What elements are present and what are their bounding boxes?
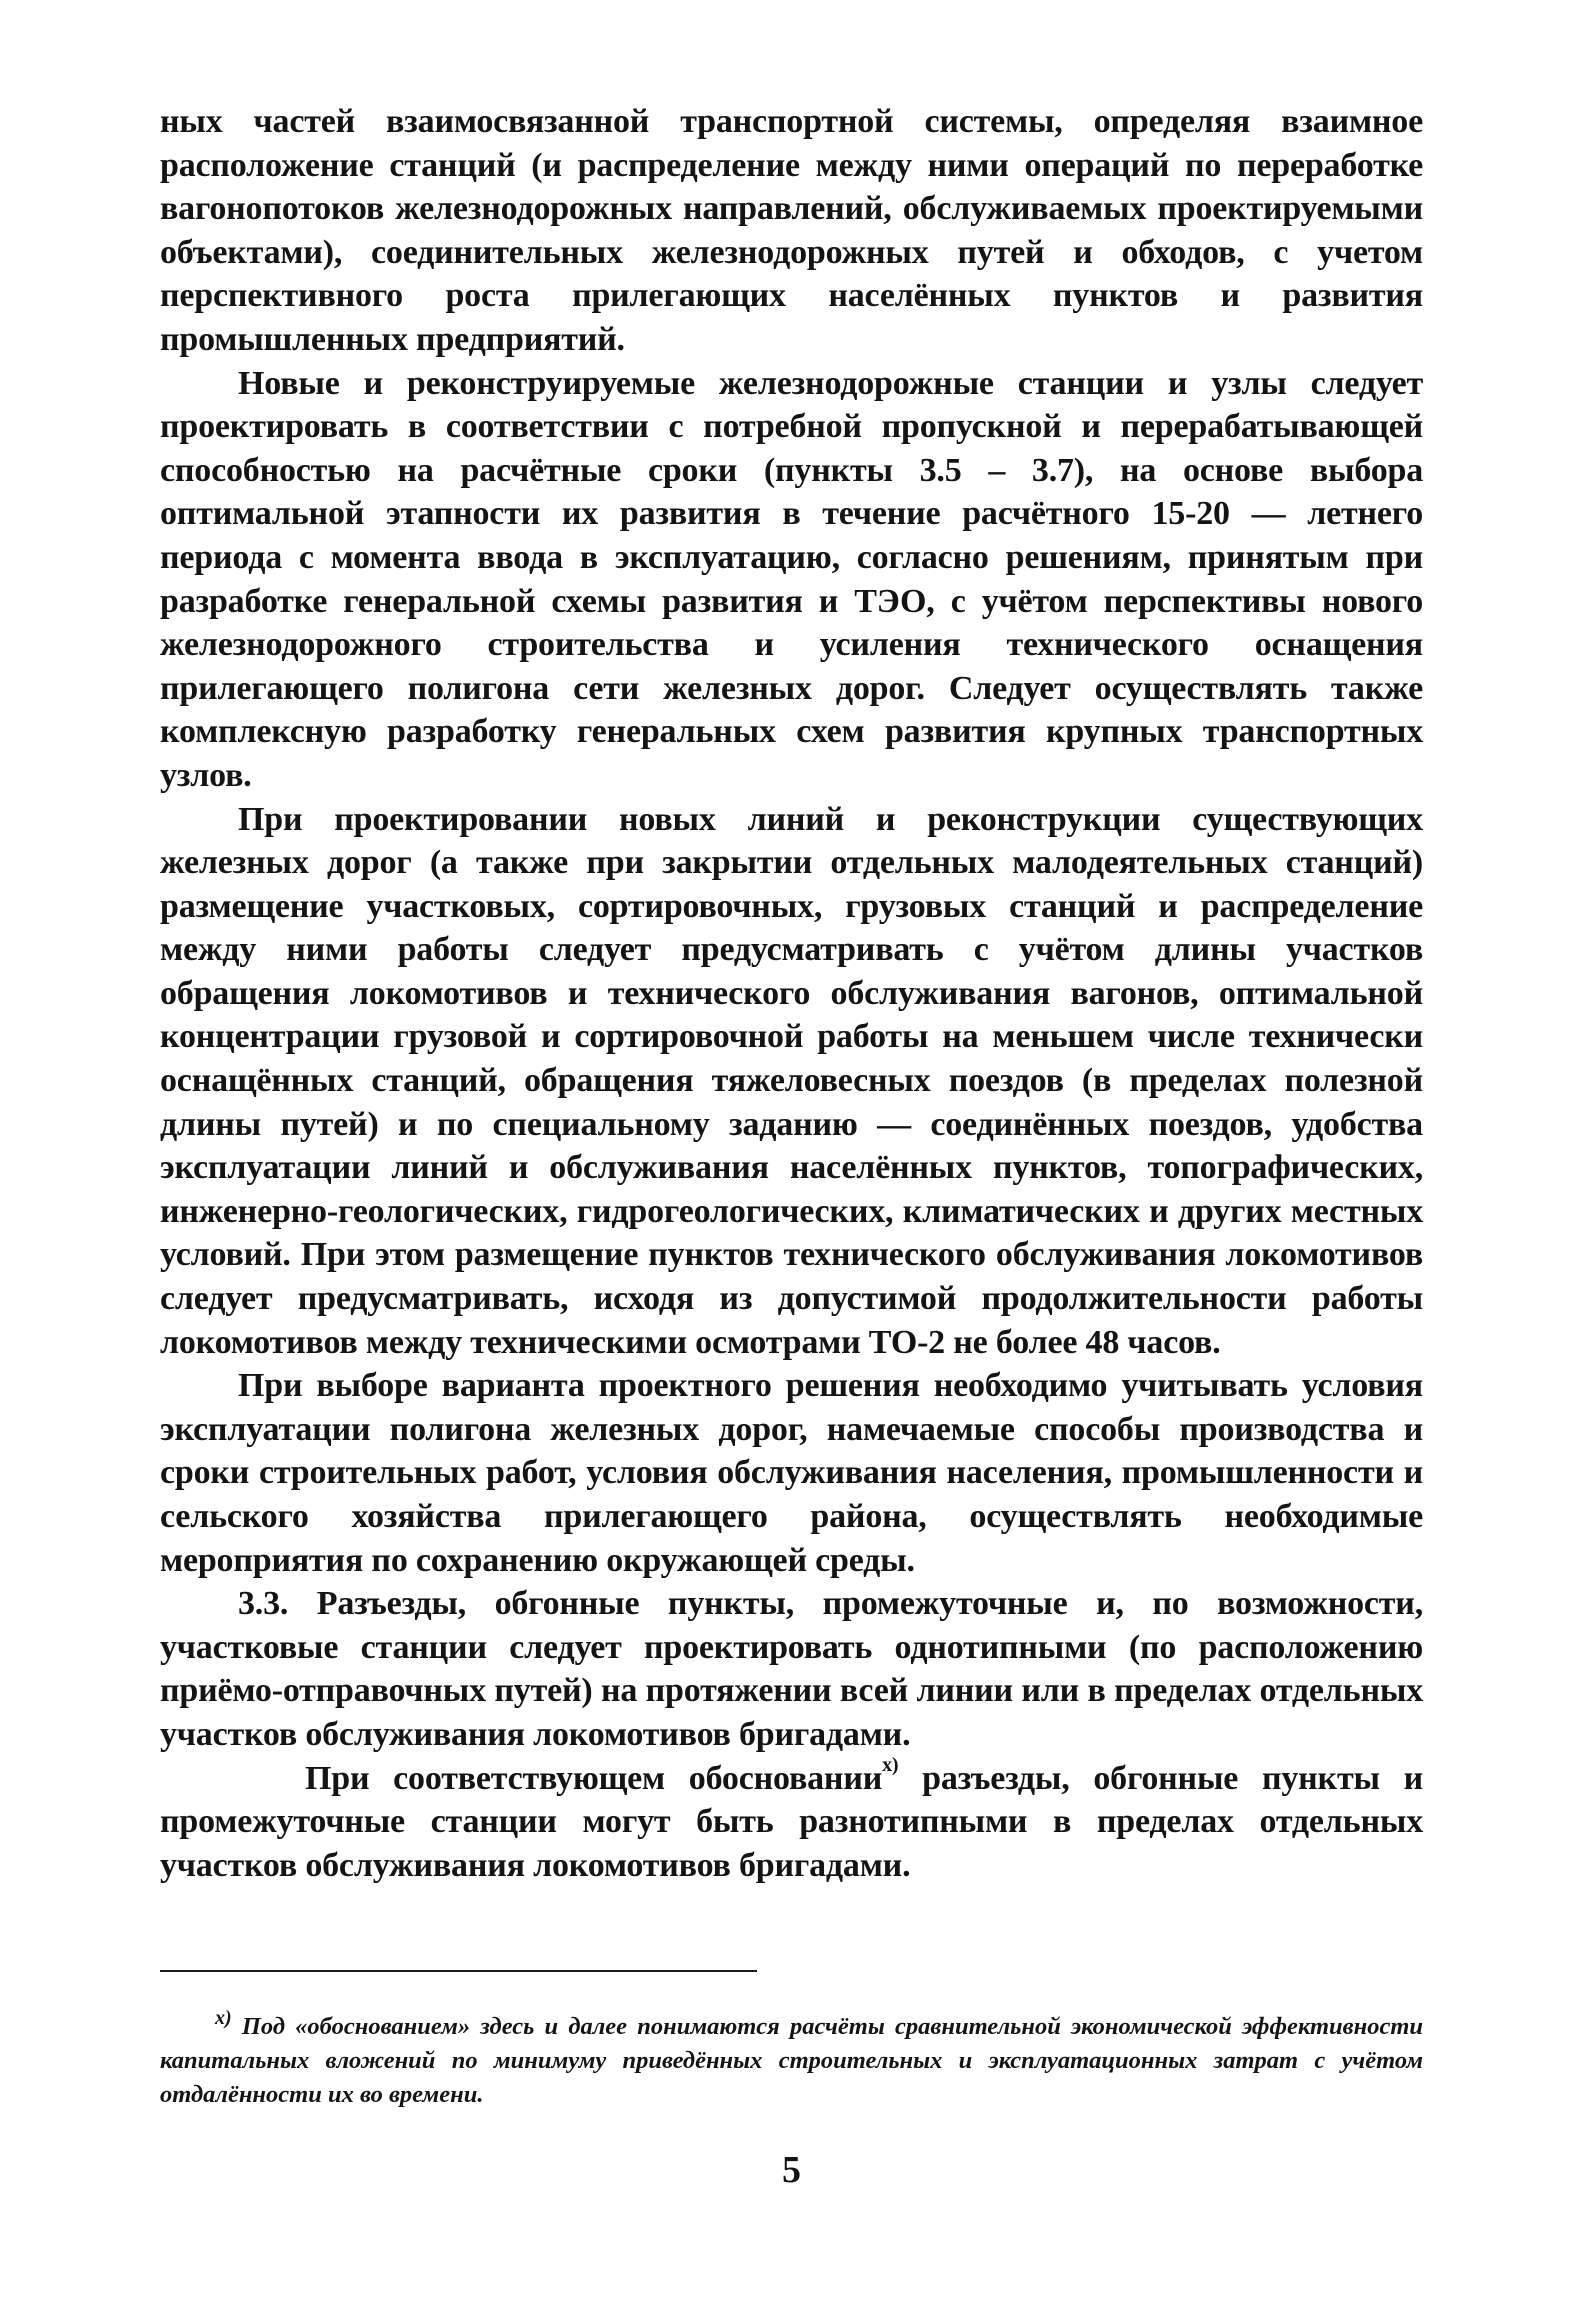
footnote-divider [160,1970,757,1972]
justification-text-end: разъезды, обгонные пункты и промежуточные станции могут быть разнотипными в пределах отдельных участков обслуживания локомотивов бригадами. [160,1759,1423,1884]
paragraph-new-lines: При проектировании новых линий и реконструкции существующих железных дорог (а также при закрытии отдельных малодеятельных станций) размещение участковых, сортировочных, грузовых станций и распределение между ними работы следует предусматривать с учётом длины участков обращения локомотивов и технического обслуживания вагонов, оптимальной концентрации грузовой и сортировочной работы на меньшем числе технически оснащённых станций, обращения тяжеловесных поездов (в пределах полезной длины путей) и по специальному заданию — соединённых поездов, удобства эксплуатации линий и обслуживания населённых пунктов, топографических, инженерно-геологических, гидрогеологических, климатических и других местных условий. При этом размещение пунктов технического обслуживания локомотивов следует предусматривать, исходя из допустимой продолжительности работы локомотивов между техническими осмотрами ТО-2 не более 48 часов. [160,800,1423,1361]
paragraph-variant-choice: При выборе варианта проектного решения необходимо учитывать условия эксплуатации полигона железных дорог, намечаемые способы производства и сроки строительных работ, условия обслуживания населения, промышленности и сельского хозяйства прилегающего района, осуществлять необходимые мероприятия по сохранению окружающей среды. [160,1367,1423,1579]
page-number: 5 [782,2149,801,2191]
justification-text-start: При соответствующем обосновании [305,1759,883,1797]
paragraph-continuation: ных частей взаимосвязанной транспортной системы, определяя взаимное расположение станций (и распределение между ними операций по переработке вагонопотоков железнодорожных направлений, обслуживаемых проектируемыми объектами), соединительных железнодорожных путей и обходов, с учетом перспективного роста прилегающих населённых пунктов и развития промышленных предприятий. [160,103,1423,358]
paragraph-section-3-3: 3.3. Разъезды, обгонные пункты, промежуточные и, по возможности, участковые станции следует проектировать однотипными (по расположению приёмо-отправочных путей) на протяжении всей линии или в пределах отдельных участков обслуживания локомотивов бригадами. [160,1585,1423,1753]
paragraph-stations-design: Новые и реконструируемые железнодорожные станции и узлы следует проектировать в соответствии с потребной пропускной и перерабатывающей способностью на расчётные сроки (пункты 3.5 – 3.7), на основе выбора оптимальной этапности их развития в течение расчётного 15-20 — летнего периода с момента ввода в эксплуатацию, согласно решениям, принятым при разработке генеральной схемы развития и ТЭО, с учётом перспективы нового железнодорожного строительства и усиления технического оснащения прилегающего полигона сети железных дорог. Следует осуществлять также комплексную разработку генеральных схем развития крупных транспортных узлов. [160,364,1423,794]
footnote-text: Под «обоснованием» здесь и далее понимаются расчёты сравнительной экономической эффективности капитальных вложений по минимуму приведённых строительных и эксплуатационных затрат с учётом отдалённости их во времени. [160,2013,1423,2108]
footnote-mark: х) [215,2007,232,2029]
footnote [160,2007,1423,2112]
footnote-reference-mark[interactable]: х) [882,1753,899,1776]
footnote-paragraph [160,2007,1423,2112]
body-text [160,100,1423,1887]
paragraph-justification [160,1753,1423,1888]
